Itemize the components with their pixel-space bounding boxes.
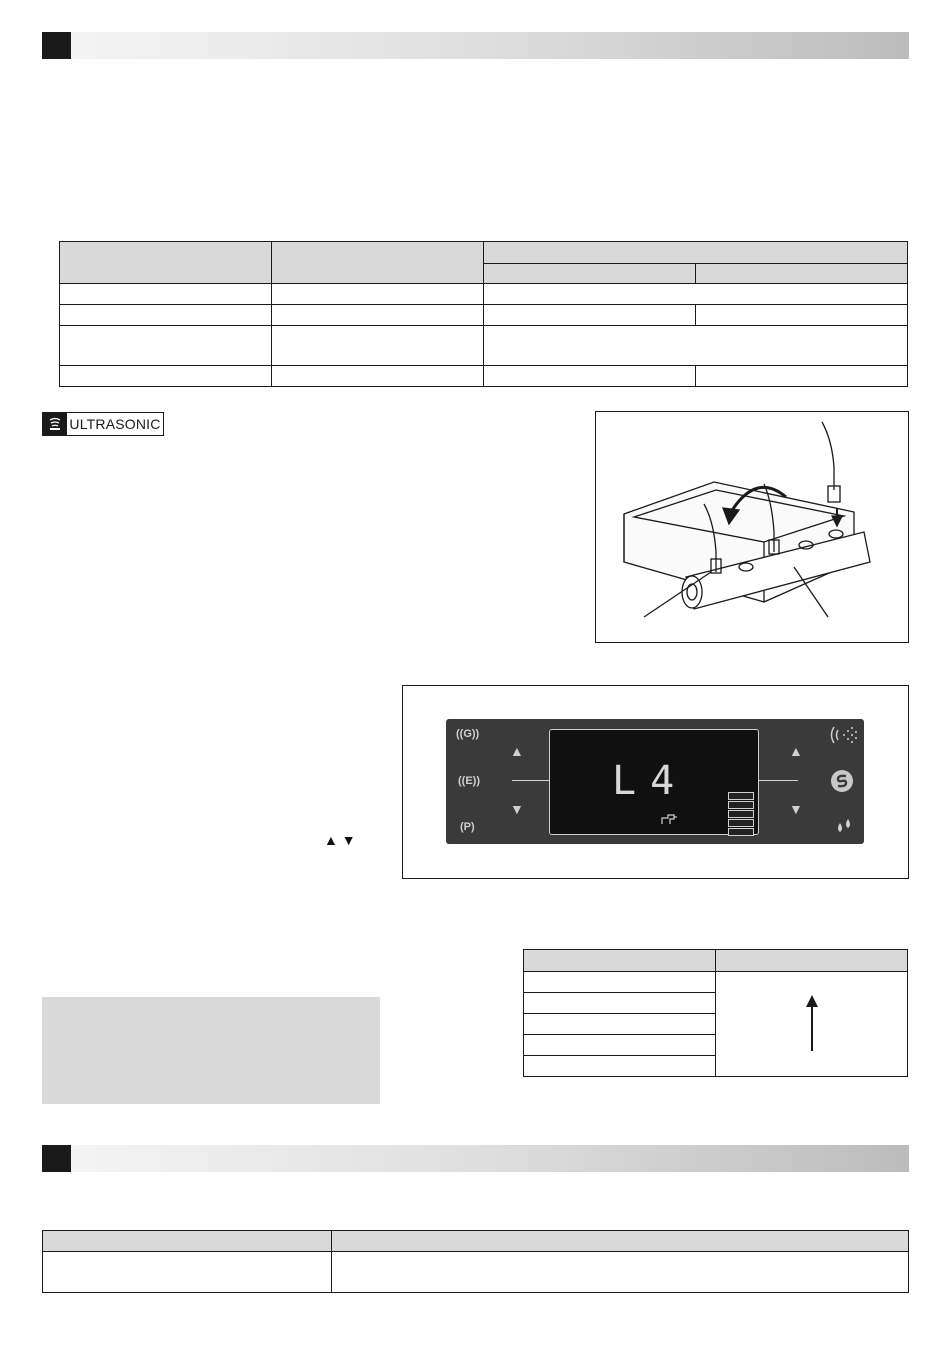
table-cell	[272, 366, 484, 387]
section-header-gradient	[71, 1145, 909, 1172]
power-bar-segment	[728, 801, 754, 809]
table-cell	[43, 1252, 332, 1293]
table-cell	[484, 366, 696, 387]
arrow-keys-symbol: ▲ ▼	[324, 832, 356, 848]
right-down-arrow-icon[interactable]: ▼	[789, 801, 803, 817]
connector-line	[512, 780, 549, 781]
section-header-bar-2	[42, 1145, 909, 1172]
table-cell	[484, 284, 908, 305]
table-cell	[524, 1035, 716, 1056]
table-cell	[60, 326, 272, 366]
power-bar-segment	[728, 819, 754, 827]
tip-holder-figure	[595, 411, 909, 643]
table-cell	[60, 366, 272, 387]
table-row	[43, 1252, 909, 1293]
specs-table	[59, 241, 908, 387]
bottom-table	[42, 1230, 909, 1293]
power-bar-segment	[728, 792, 754, 800]
table-cell	[60, 305, 272, 326]
power-bar-segment	[728, 810, 754, 818]
lcd-screen	[549, 729, 759, 835]
up-arrow-icon	[802, 993, 822, 1053]
section-header-bar-1	[42, 32, 909, 59]
section-number-block	[42, 1145, 71, 1172]
table-row	[60, 366, 908, 387]
left-down-arrow-icon[interactable]: ▼	[510, 801, 524, 817]
ultrasonic-badge	[42, 412, 164, 436]
power-level-bars	[728, 792, 754, 837]
mode-p-label: (P)	[460, 821, 475, 833]
ultrasonic-wave-icon[interactable]	[828, 725, 860, 750]
table-header-cell	[332, 1231, 909, 1252]
table-header-cell	[524, 950, 716, 972]
increase-arrow-cell	[716, 972, 908, 1077]
table-header-cell	[60, 242, 272, 284]
table-header-cell	[716, 950, 908, 972]
table-row	[524, 972, 908, 993]
table-cell	[332, 1252, 909, 1293]
right-up-arrow-icon[interactable]: ▲	[789, 743, 803, 759]
table-cell	[272, 326, 484, 366]
ultrasonic-label: ULTRASONIC	[69, 416, 161, 432]
table-row	[60, 326, 908, 366]
section-number-block	[42, 32, 71, 59]
connector-line	[758, 780, 798, 781]
table-row	[60, 284, 908, 305]
power-bar-segment	[728, 828, 754, 836]
tap-icon	[660, 812, 678, 831]
table-cell	[272, 305, 484, 326]
left-up-arrow-icon[interactable]: ▲	[510, 743, 524, 759]
table-subheader-cell	[696, 264, 908, 284]
table-header-cell	[43, 1231, 332, 1252]
level-table	[523, 949, 908, 1077]
control-panel	[446, 719, 864, 844]
section-header-gradient	[71, 32, 909, 59]
table-cell	[60, 284, 272, 305]
spray-icon[interactable]	[830, 769, 854, 798]
mode-g-label: ((G))	[456, 728, 480, 740]
water-drops-icon[interactable]	[834, 817, 854, 840]
table-row	[60, 305, 908, 326]
lcd-readout: L4	[612, 758, 689, 804]
table-cell	[484, 326, 908, 366]
table-cell	[524, 972, 716, 993]
table-header-cell	[484, 242, 908, 264]
table-cell	[696, 305, 908, 326]
table-subheader-cell	[484, 264, 696, 284]
table-cell	[484, 305, 696, 326]
table-cell	[524, 1014, 716, 1035]
ultrasonic-waves-icon	[43, 413, 67, 435]
table-cell	[524, 993, 716, 1014]
table-cell	[696, 366, 908, 387]
table-header-cell	[272, 242, 484, 284]
tip-holder-illustration	[596, 412, 908, 642]
table-cell	[272, 284, 484, 305]
mode-e-label: ((E))	[458, 775, 480, 787]
note-box	[42, 997, 380, 1104]
table-cell	[524, 1056, 716, 1077]
